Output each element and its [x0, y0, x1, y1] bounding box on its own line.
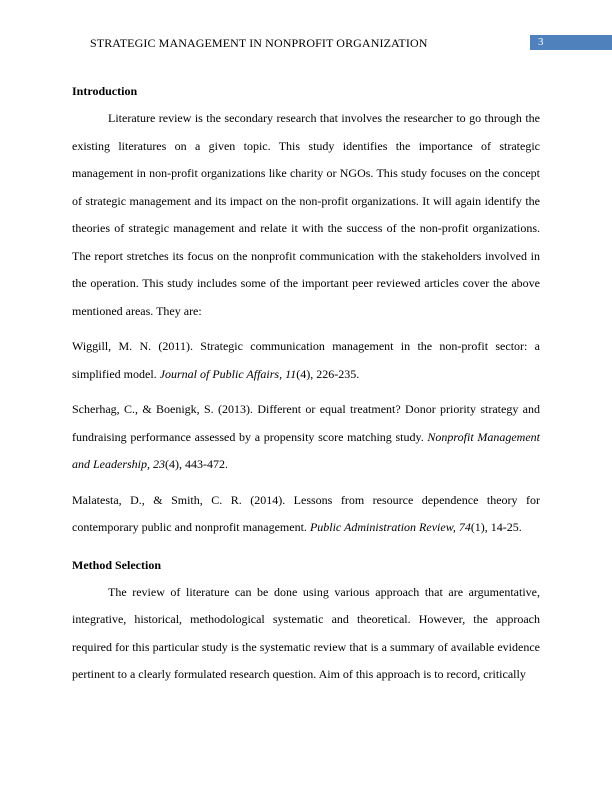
page-number-bar: [530, 35, 612, 50]
reference-2-volume: 23: [153, 457, 165, 471]
reference-2: [72, 396, 540, 479]
running-head: STRATEGIC MANAGEMENT IN NONPROFIT ORGANIZATION: [90, 36, 428, 50]
reference-1: [72, 333, 540, 388]
reference-3-authors: Malatesta, D., & Smith, C. R. (2014). Lessons from resource dependence theory for contemporary public and nonprofit management.: [72, 492, 540, 534]
introduction-heading: Introduction: [72, 84, 138, 98]
reference-2-journal: Nonprofit Management and Leadership: [72, 429, 540, 471]
reference-2-sep: ,: [147, 457, 153, 471]
reference-1-authors: Wiggill, M. N. (2011). Strategic communication management in the non-profit sector: a simplified model.: [72, 339, 540, 381]
reference-1-volume: 11: [285, 366, 297, 381]
reference-2-pages: (4), 443-472.: [165, 457, 228, 471]
reference-3-volume: 74: [458, 520, 471, 534]
document-body: [72, 80, 540, 689]
reference-3-journal: Public Administration Review: [309, 520, 453, 534]
reference-1-sep: ,: [279, 366, 286, 381]
method-selection-paragraph: The review of literature can be done using various approach that are argumentative, integrative, historical, methodological systematic and theoretical. However, the approach required for this particular study is the systematic review that is a summary of available evidence pertinent to a clearly formulated research question. Aim of this approach is to record, critically: [72, 584, 540, 681]
reference-1-journal: Journal of Public Affairs: [159, 366, 280, 381]
reference-3-sep: ,: [452, 520, 459, 534]
page-number: 3: [538, 36, 544, 48]
reference-3: [72, 487, 540, 542]
introduction-paragraph: Literature review is the secondary research that involves the researcher to go through the existing literatures on a given topic. This study identifies the importance of strategic management in non-profit organizations like charity or NGOs. This study focuses on the concept of strategic management and its impact on the non-profit organizations. It will again identify the theories of strategic management and relate it with the success of the non-profit organizations. The report stretches its focus on the nonprofit communication with the stakeholders involved in the operation. This study includes some of the important peer reviewed articles cover the above mentioned areas. They are:: [72, 111, 540, 318]
method-selection-heading: Method Selection: [72, 557, 161, 572]
reference-1-pages: (4), 226-235.: [296, 366, 360, 381]
reference-3-pages: (1), 14-25.: [470, 520, 522, 534]
reference-2-authors: Scherhag, C., & Boenigk, S. (2013). Different or equal treatment? Donor priority strategy and fundraising performance assessed by a propensity score matching study.: [72, 402, 540, 444]
